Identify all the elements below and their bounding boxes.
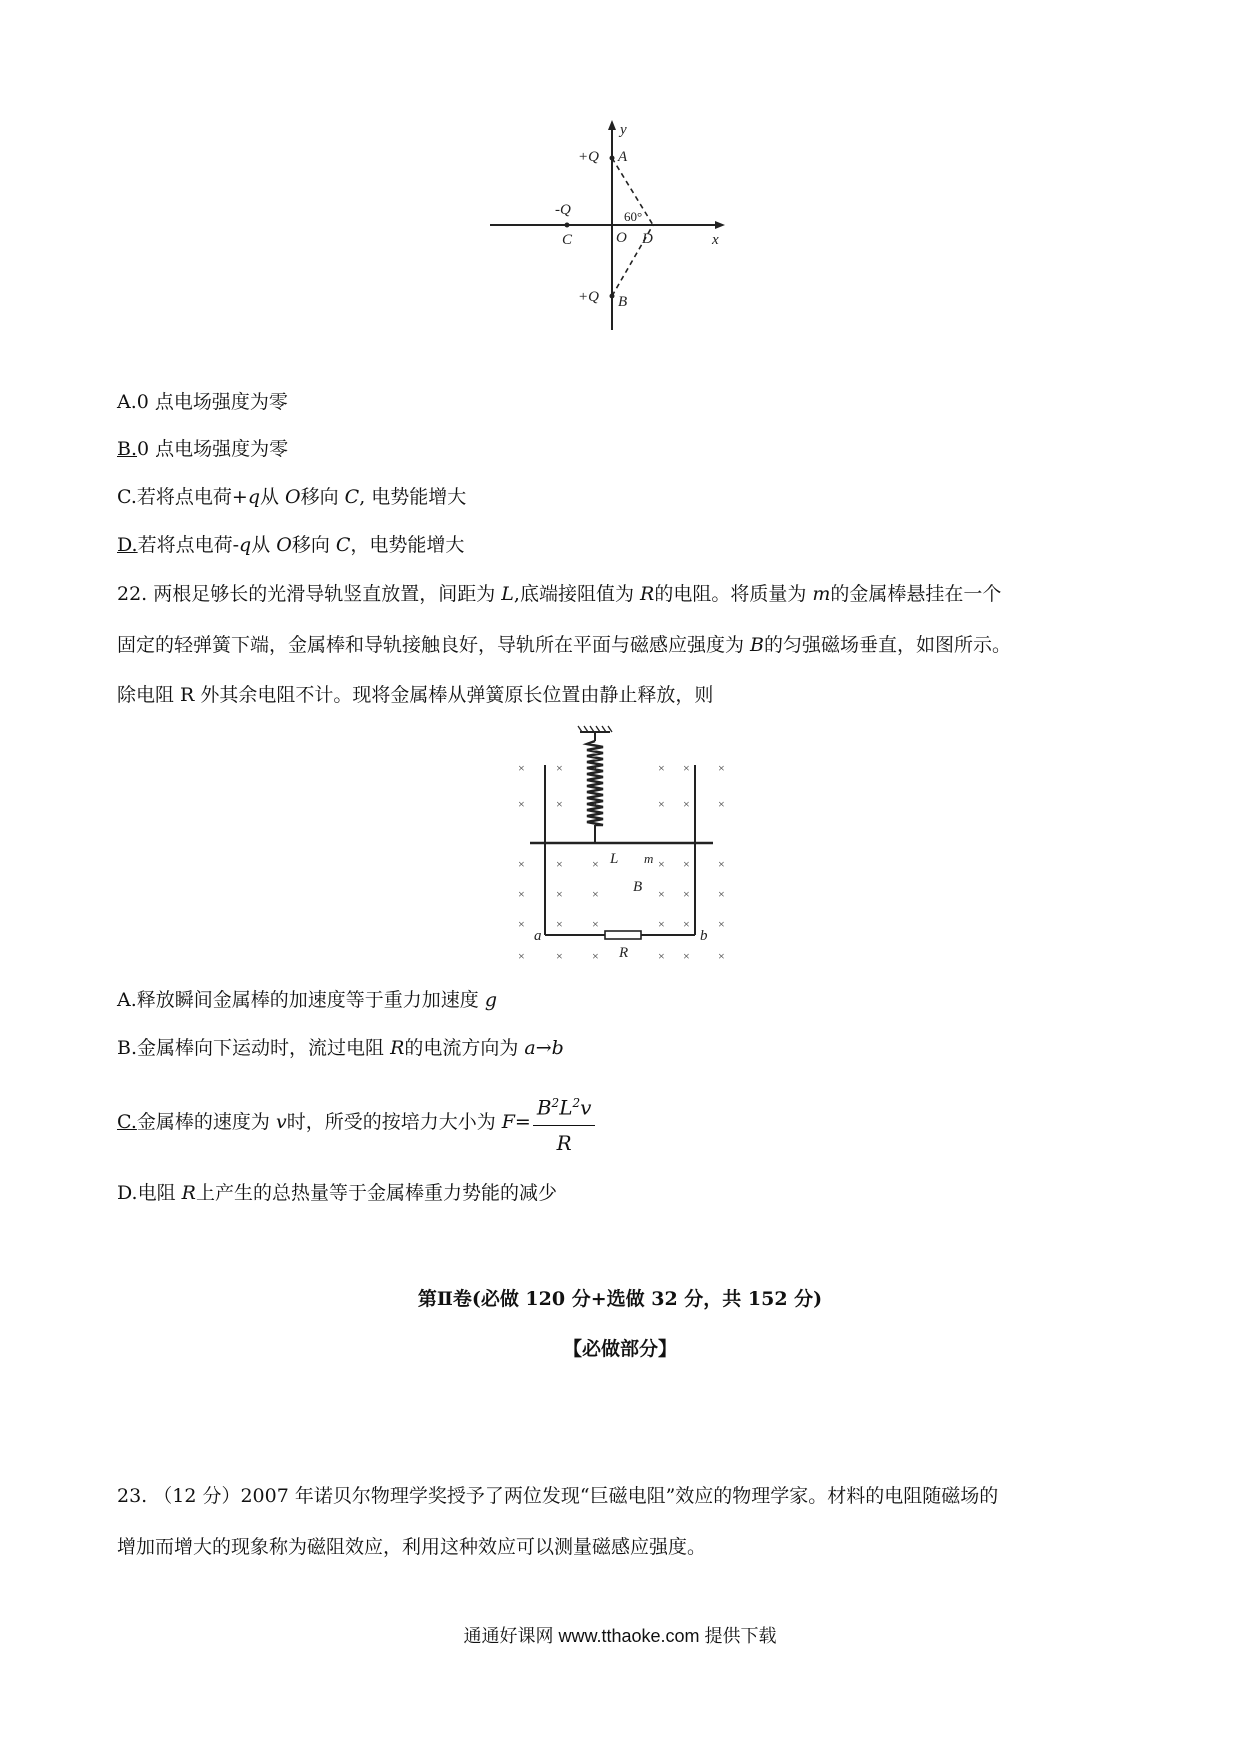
field-cross: × bbox=[658, 797, 665, 811]
field-cross: × bbox=[518, 797, 525, 811]
field-cross: × bbox=[556, 887, 563, 901]
var-C: C bbox=[344, 486, 360, 508]
var-v: v bbox=[275, 1110, 287, 1133]
field-cross: × bbox=[592, 761, 599, 775]
option-text: 的电流方向为 bbox=[404, 1037, 525, 1059]
var-B: B bbox=[750, 634, 765, 656]
var-R: R bbox=[640, 583, 655, 605]
field-cross: × bbox=[718, 949, 725, 963]
field-cross: × bbox=[658, 917, 665, 931]
option-text: 若将点电荷+ bbox=[136, 486, 248, 508]
option-label: A. bbox=[117, 391, 137, 413]
field-label: B bbox=[633, 879, 643, 895]
option-text: ，电势能增大 bbox=[350, 534, 465, 556]
field-cross: × bbox=[518, 857, 525, 871]
charge-C-label: -Q bbox=[555, 202, 571, 218]
spring-coil bbox=[587, 741, 603, 825]
q23-line2: 增加而增大的现象称为磁阻效应，利用这种效应可以测量磁感应强度。 bbox=[117, 1536, 707, 1558]
option-label: C. bbox=[117, 486, 137, 508]
option-text: 电阻 bbox=[137, 1182, 182, 1204]
field-cross: × bbox=[518, 949, 525, 963]
current-direction: a→b bbox=[524, 1037, 564, 1059]
num-exp-1: 2 bbox=[551, 1096, 560, 1110]
option-text: 0 点电场强度为零 bbox=[136, 391, 288, 413]
stem-text: 除电阻 R 外其余电阻不计。现将金属棒从弹簧原长位置由静止释放，则 bbox=[117, 684, 714, 706]
point-C-label: C bbox=[562, 232, 573, 248]
point-D-label: D bbox=[642, 231, 653, 247]
q22-option-b bbox=[117, 1036, 564, 1060]
x-axis-arrow bbox=[715, 221, 725, 229]
var-C: C bbox=[335, 534, 351, 556]
terminal-a-label: a bbox=[534, 928, 542, 944]
option-label: D. bbox=[117, 534, 138, 556]
field-cross: × bbox=[518, 887, 525, 901]
field-cross: × bbox=[683, 857, 690, 871]
q22-stem-line1 bbox=[117, 582, 1001, 606]
page-footer: 通通好课网 www.tthaoke.com 提供下载 bbox=[463, 1626, 777, 1646]
q22-option-d bbox=[117, 1181, 557, 1205]
field-cross: × bbox=[658, 887, 665, 901]
field-cross: × bbox=[718, 887, 725, 901]
stem-text: 的电阻。将质量为 bbox=[654, 583, 813, 605]
option-text: 从 bbox=[251, 534, 277, 556]
point-B bbox=[610, 294, 615, 299]
option-text: 金属棒向下运动时，流过电阻 bbox=[137, 1037, 391, 1059]
field-cross: × bbox=[592, 797, 599, 811]
field-cross: × bbox=[556, 797, 563, 811]
section-title: 第Ⅱ卷(必做 120 分+选做 32 分，共 152 分) bbox=[417, 1288, 823, 1310]
fraction-numerator bbox=[533, 1088, 596, 1126]
y-axis-label: y bbox=[620, 122, 627, 138]
fraction-denominator: R bbox=[556, 1130, 572, 1155]
stem-text: 固定的轻弹簧下端，金属棒和导轨接触良好，导轨所在平面与磁感应强度为 bbox=[117, 634, 751, 656]
var-R: R bbox=[390, 1037, 405, 1059]
num-B: B bbox=[536, 1095, 552, 1120]
field-cross: × bbox=[718, 761, 725, 775]
option-text: 0 点电场强度为零 bbox=[137, 438, 289, 460]
point-C bbox=[565, 223, 570, 228]
var-F: F= bbox=[501, 1110, 531, 1133]
var-g: g bbox=[484, 989, 497, 1011]
field-cross: × bbox=[556, 857, 563, 871]
q23-line1: 23. （12 分）2007 年诺贝尔物理学奖授予了两位发现“巨磁电阻”效应的物理学家。材料的电阻随磁场的 bbox=[117, 1485, 999, 1507]
charge-B-label: +Q bbox=[578, 289, 599, 305]
stem-text: 的匀强磁场垂直，如图所示。 bbox=[764, 634, 1012, 656]
angle-label: 60° bbox=[624, 209, 643, 224]
option-label: B. bbox=[117, 438, 138, 460]
field-cross: × bbox=[658, 949, 665, 963]
point-B-label: B bbox=[618, 294, 628, 310]
option-text: 金属棒的速度为 bbox=[136, 1110, 276, 1133]
q22-stem-line3 bbox=[117, 683, 713, 707]
var-L: L bbox=[501, 583, 514, 605]
num-v: v bbox=[580, 1095, 592, 1120]
var-O: O bbox=[285, 486, 301, 508]
field-cross: × bbox=[556, 761, 563, 775]
field-cross: × bbox=[518, 917, 525, 931]
field-cross: × bbox=[718, 797, 725, 811]
field-cross: × bbox=[718, 917, 725, 931]
field-cross: × bbox=[658, 761, 665, 775]
field-cross: × bbox=[592, 887, 599, 901]
num-exp-2: 2 bbox=[572, 1096, 581, 1110]
resistor bbox=[605, 931, 641, 939]
var-O: O bbox=[276, 534, 292, 556]
field-cross: × bbox=[718, 857, 725, 871]
field-cross: × bbox=[592, 917, 599, 931]
q22-stem-line2 bbox=[117, 633, 1011, 657]
q21-option-b bbox=[117, 437, 288, 461]
option-text: , 电势能增大 bbox=[359, 486, 467, 508]
option-label: A. bbox=[117, 989, 137, 1011]
charge-axis-figure bbox=[490, 120, 730, 350]
field-cross: × bbox=[518, 761, 525, 775]
point-A bbox=[610, 156, 615, 161]
y-axis-arrow bbox=[608, 120, 616, 130]
stem-text: ,底端接阻值为 bbox=[513, 583, 641, 605]
field-cross: × bbox=[683, 917, 690, 931]
bar-length-label: L bbox=[610, 851, 619, 867]
option-text: 上产生的总热量等于金属棒重力势能的减少 bbox=[195, 1182, 557, 1204]
field-cross: × bbox=[683, 797, 690, 811]
field-cross: × bbox=[592, 857, 599, 871]
option-label: C. bbox=[117, 1110, 137, 1133]
field-cross: × bbox=[556, 917, 563, 931]
stem-text: 的金属棒悬挂在一个 bbox=[830, 583, 1002, 605]
option-text: 移向 bbox=[291, 534, 336, 556]
x-axis-label: x bbox=[712, 232, 719, 248]
q21-option-c bbox=[117, 485, 466, 509]
option-text: 时，所受的按培力大小为 bbox=[286, 1110, 502, 1133]
q21-option-a bbox=[117, 390, 288, 414]
point-A-label: A bbox=[618, 149, 628, 165]
point-O-label: O bbox=[616, 230, 627, 246]
resistor-label: R bbox=[619, 945, 629, 961]
option-text: 释放瞬间金属棒的加速度等于重力加速度 bbox=[136, 989, 485, 1011]
field-cross: × bbox=[658, 857, 665, 871]
rail-spring-figure bbox=[508, 725, 738, 965]
option-text: 从 bbox=[260, 486, 286, 508]
q21-option-d bbox=[117, 533, 464, 557]
charge-A-label: +Q bbox=[578, 149, 599, 165]
field-cross: × bbox=[683, 887, 690, 901]
option-text: 移向 bbox=[300, 486, 345, 508]
num-L: L bbox=[559, 1095, 573, 1120]
var-R: R bbox=[181, 1182, 196, 1204]
section-subtitle: 【必做部分】 bbox=[562, 1338, 677, 1360]
option-text: 若将点电荷- bbox=[137, 534, 240, 556]
field-cross: × bbox=[556, 949, 563, 963]
var-q: q bbox=[247, 486, 260, 508]
mass-label: m bbox=[644, 851, 654, 866]
q22-option-c bbox=[117, 1088, 595, 1158]
field-cross: × bbox=[683, 949, 690, 963]
option-label: D. bbox=[117, 1182, 138, 1204]
var-m: m bbox=[812, 583, 831, 605]
force-fraction bbox=[533, 1088, 596, 1158]
field-cross: × bbox=[592, 949, 599, 963]
terminal-b-label: b bbox=[700, 928, 708, 944]
stem-text: 22. 两根足够长的光滑导轨竖直放置，间距为 bbox=[117, 583, 502, 605]
q22-option-a bbox=[117, 988, 497, 1012]
var-q: q bbox=[239, 534, 252, 556]
field-cross: × bbox=[683, 761, 690, 775]
option-label: B. bbox=[117, 1037, 138, 1059]
